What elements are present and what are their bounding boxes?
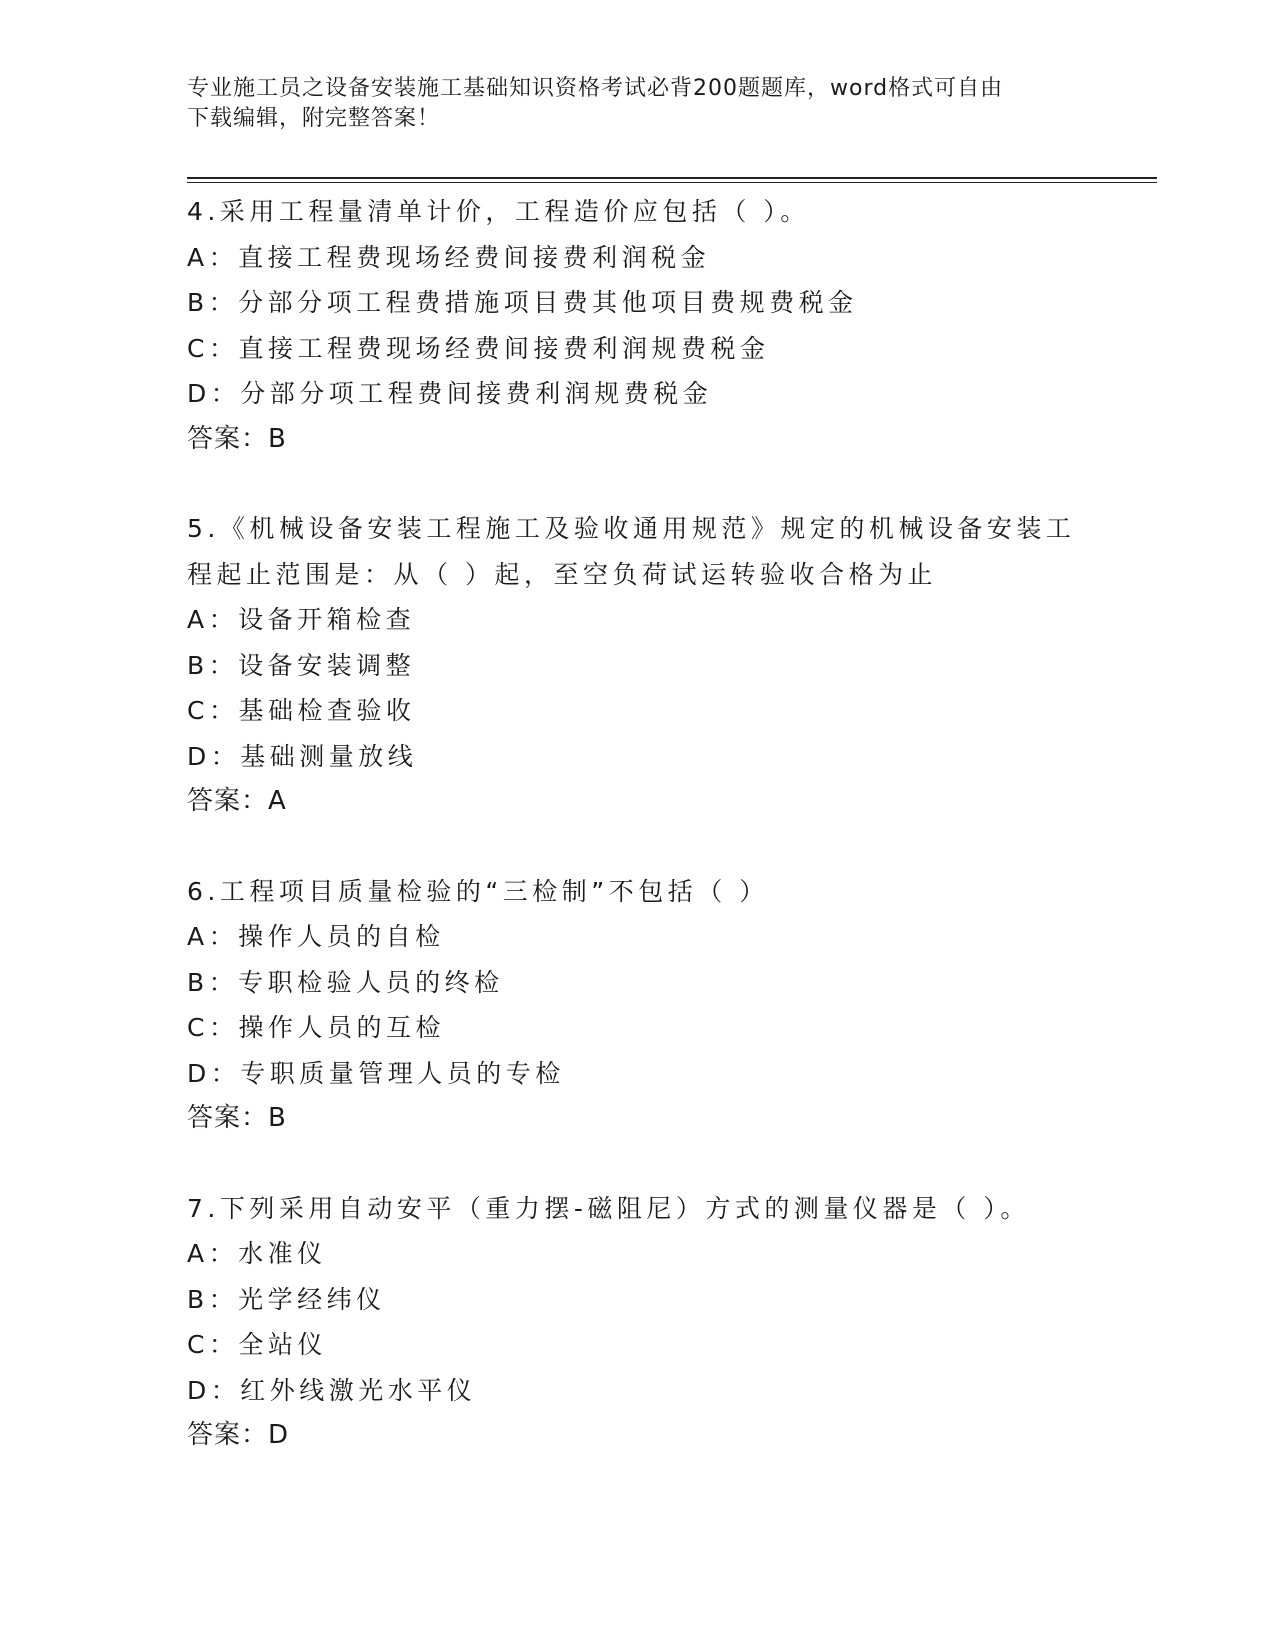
answer-line: 答案：A [187, 786, 287, 816]
answer-line: 答案：D [187, 1420, 290, 1450]
question-spacer [187, 1142, 1147, 1186]
question-block [187, 1186, 1147, 1459]
question-block [187, 869, 1147, 1142]
question-stem: 6.工程项目质量检验的“三检制”不包括（ ） [187, 876, 769, 906]
question-stem: 4.采用工程量清单计价，工程造价应包括（ ）。 [187, 197, 810, 226]
header-line-2: 下载编辑，附完整答案！ [187, 106, 441, 131]
question-block [187, 506, 1147, 825]
header-line-1: 专业施工员之设备安装施工基础知识资格考试必背200题题库，word格式可自由 [187, 76, 1004, 101]
option-a: A：直接工程费现场经费间接费利润税金 [187, 242, 711, 272]
document-header [187, 74, 1087, 134]
answer-line: 答案：B [187, 1103, 287, 1133]
question-block [187, 189, 1147, 462]
option-c: C：直接工程费现场经费间接费利润规费税金 [187, 333, 770, 363]
option-d: D：红外线激光水平仪 [187, 1375, 477, 1405]
option-b: B：专职检验人员的终检 [187, 967, 504, 997]
option-d: D：基础测量放线 [187, 741, 418, 771]
header-divider-thin [187, 182, 1157, 183]
option-c: C：操作人员的互检 [187, 1013, 445, 1042]
option-d: D：专职质量管理人员的专检 [187, 1058, 565, 1088]
question-list [187, 189, 1147, 1459]
option-b: B：分部分项工程费措施项目费其他项目费规费税金 [187, 288, 858, 317]
option-c: C：基础检查验收 [187, 696, 416, 725]
question-stem-continued: 程起止范围是：从（ ）起，至空负荷试运转验收合格为止 [187, 559, 937, 589]
option-b: B：光学经纬仪 [187, 1284, 386, 1314]
option-a: A：水准仪 [187, 1239, 327, 1268]
question-spacer [187, 462, 1147, 506]
answer-line: 答案：B [187, 423, 287, 454]
question-spacer [187, 825, 1147, 869]
question-stem: 5.《机械设备安装工程施工及验收通用规范》规定的机械设备安装工 [187, 514, 1076, 543]
question-stem: 7.下列采用自动安平（重力摆-磁阻尼）方式的测量仪器是（ ）。 [187, 1193, 1030, 1223]
option-d: D：分部分项工程费间接费利润规费税金 [187, 379, 713, 408]
option-a: A：操作人员的自检 [187, 922, 445, 951]
option-b: B：设备安装调整 [187, 650, 416, 680]
header-divider-thick [187, 177, 1157, 179]
option-a: A：设备开箱检查 [187, 605, 416, 634]
option-c: C：全站仪 [187, 1330, 327, 1359]
